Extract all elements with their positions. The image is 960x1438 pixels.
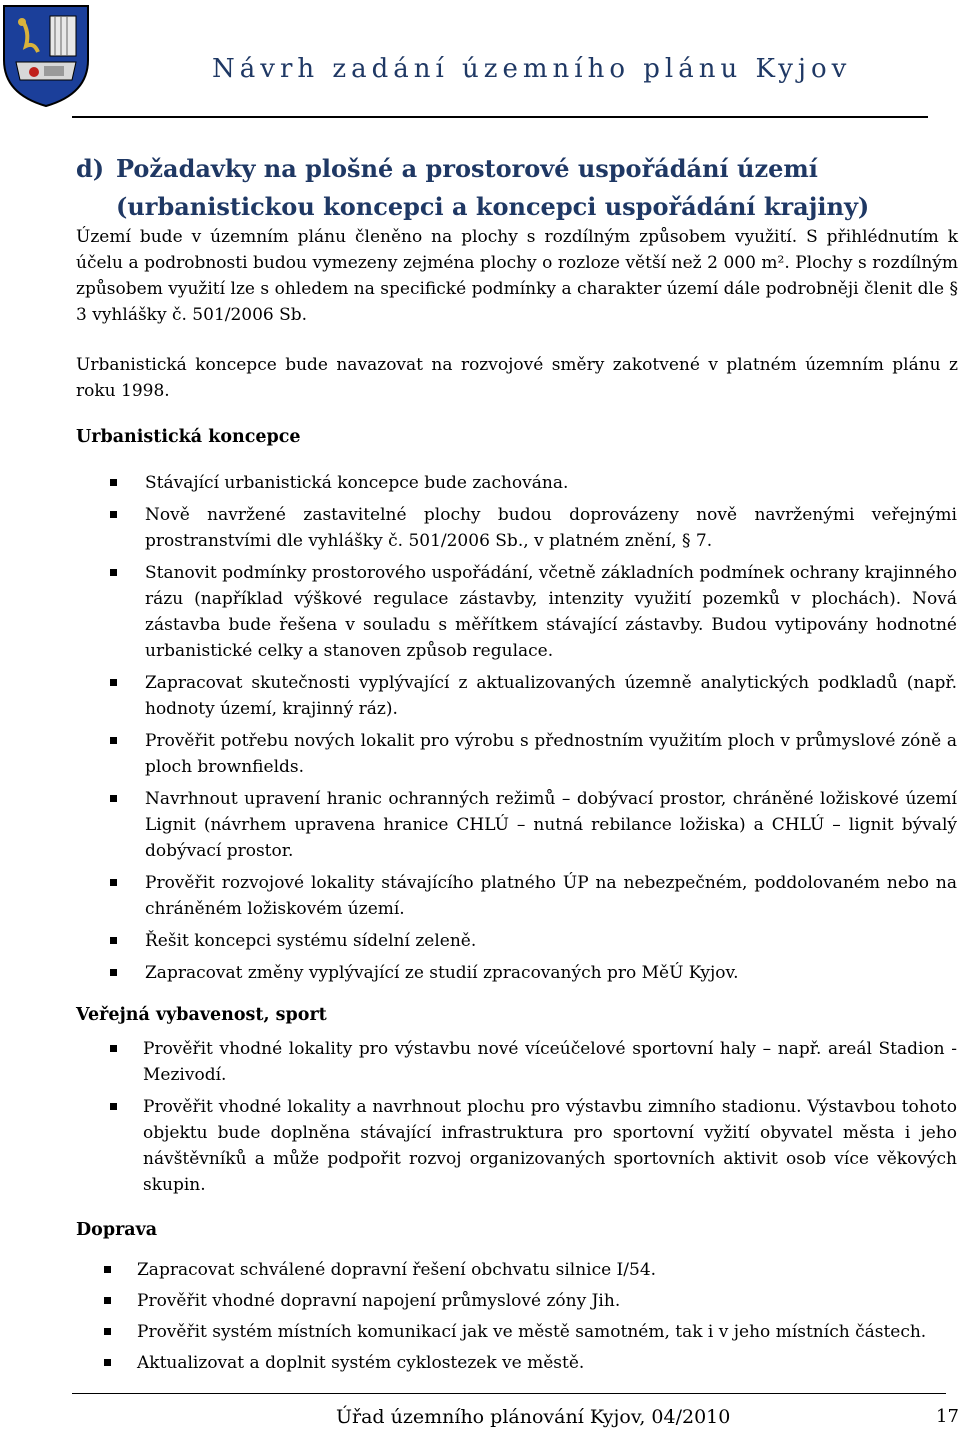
footer-text: Úřad územního plánování Kyjov, 04/2010 <box>336 1406 731 1428</box>
header-divider <box>72 116 928 118</box>
page-header <box>0 0 960 120</box>
page-number: 17 <box>936 1406 959 1427</box>
urban-concept-heading: Urbanistická koncepce <box>76 427 301 447</box>
bullet-icon <box>104 1297 111 1304</box>
transport-list <box>137 1257 957 1376</box>
list-item: Řešit koncepci systému sídelní zeleně. <box>145 928 957 954</box>
bullet-icon <box>110 737 117 744</box>
list-item: Zapracovat změny vyplývající ze studií zpracovaných pro MěÚ Kyjov. <box>145 960 957 986</box>
list-item: Zapracovat skutečnosti vyplývající z aktualizovaných územně analytických podkladů (např. hodnoty území, krajinný ráz). <box>145 670 957 722</box>
list-item: Prověřit vhodné lokality pro výstavbu nové víceúčelové sportovní haly – např. areál Stadion - Mezivodí. <box>143 1036 957 1088</box>
bullet-icon <box>110 969 117 976</box>
list-item: Prověřit rozvojové lokality stávajícího platného ÚP na nebezpečném, poddolovaném nebo na chráněném ložiskovém území. <box>145 870 957 922</box>
bullet-icon <box>110 679 117 686</box>
bullet-icon <box>110 1103 117 1110</box>
intro-paragraph-2: Urbanistická koncepce bude navazovat na rozvojové směry zakotvené v platném územním plánu z roku 1998. <box>76 355 958 401</box>
section-title-line1: Požadavky na plošné a prostorové uspořádání území <box>116 154 818 183</box>
list-item: Prověřit systém místních komunikací jak ve městě samotném, tak i v jeho místních částech. <box>137 1319 957 1345</box>
bullet-icon <box>110 937 117 944</box>
list-item: Stávající urbanistická koncepce bude zachována. <box>145 470 957 496</box>
bullet-icon <box>110 795 117 802</box>
bullet-icon <box>104 1266 111 1273</box>
sport-heading: Veřejná vybavenost, sport <box>76 1005 327 1025</box>
bullet-icon <box>104 1359 111 1366</box>
list-item: Zapracovat schválené dopravní řešení obchvatu silnice I/54. <box>137 1257 957 1283</box>
transport-heading: Doprava <box>76 1220 158 1240</box>
bullet-icon <box>110 1045 117 1052</box>
urban-concept-list <box>145 470 957 986</box>
bullet-icon <box>110 879 117 886</box>
list-item: Prověřit vhodné lokality a navrhnout plochu pro výstavbu zimního stadionu. Výstavbou tohoto objektu bude doplněna stávající infrastruktura pro sportovní vyžití obyvatel města i jeho návštěvníků a může podpořit rozvoj organizovaných sportovních aktivit osob více věkových skupin. <box>143 1094 957 1198</box>
intro-paragraph-1: Území bude v územním plánu členěno na plochy s rozdílným způsobem využití. S přihlédnutím k účelu a podrobnosti budou vymezeny zejména plochy o rozloze větší než 2 000 m². Plochy s rozdílným způsobem využití lze s ohledem na specifické podmínky a charakter území dále podrobněji členit dle § 3 vyhlášky č. 501/2006 Sb. <box>76 227 958 325</box>
bullet-icon <box>110 511 117 518</box>
document-title: Návrh zadání územního plánu Kyjov <box>212 54 852 84</box>
section-title-line2: (urbanistickou koncepci a koncepci uspořádání krajiny) <box>116 192 870 221</box>
section-number: d) <box>76 154 105 183</box>
bullet-icon <box>104 1328 111 1335</box>
section-heading <box>76 150 956 226</box>
list-item: Prověřit potřebu nových lokalit pro výrobu s přednostním využitím ploch v průmyslové zóně a ploch brownfields. <box>145 728 957 780</box>
list-item: Stanovit podmínky prostorového uspořádání, včetně základních podmínek ochrany krajinného rázu (například výškové regulace zástavby, intenzity využití pozemků v plochách). Nová zástavba bude řešena v souladu s měřítkem stávající zástavby. Budou vytipovány hodnotné urbanistické celky a stanoven způsob regulace. <box>145 560 957 664</box>
list-item: Aktualizovat a doplnit systém cyklostezek ve městě. <box>137 1350 957 1376</box>
footer-divider <box>72 1393 946 1394</box>
list-item: Navrhnout upravení hranic ochranných režimů – dobývací prostor, chráněné ložiskové území Lignit (návrhem upravena hranice CHLÚ – nutná rebilance ložiska) a CHLÚ – lignit bývalý dobývací prostor. <box>145 786 957 864</box>
sport-list <box>143 1036 957 1198</box>
bullet-icon <box>110 569 117 576</box>
kyjov-coat-of-arms-icon <box>0 2 92 108</box>
list-item: Prověřit vhodné dopravní napojení průmyslové zóny Jih. <box>137 1288 957 1314</box>
bullet-icon <box>110 479 117 486</box>
list-item: Nově navržené zastavitelné plochy budou doprovázeny nově navrženými veřejnými prostranstvími dle vyhlášky č. 501/2006 Sb., v platném znění, § 7. <box>145 502 957 554</box>
